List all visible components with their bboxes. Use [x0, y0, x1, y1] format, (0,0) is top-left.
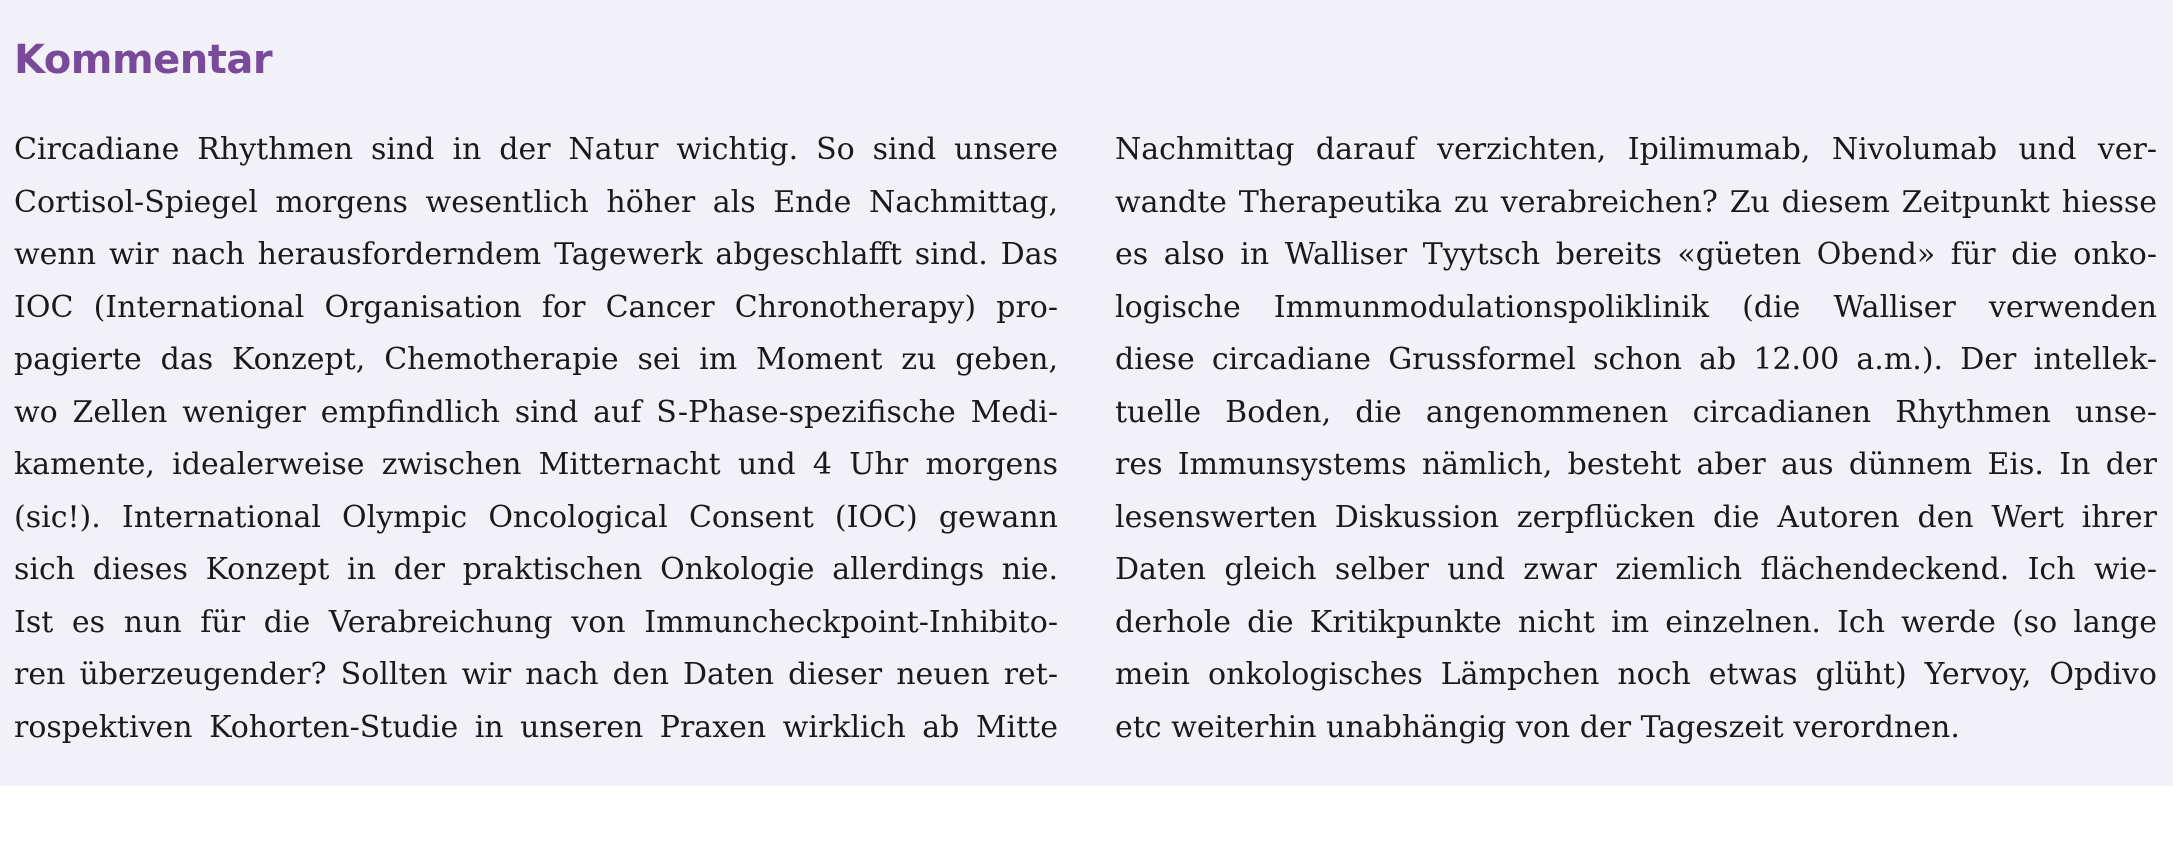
text-column-left	[14, 124, 1058, 754]
text-line: wo Zellen weniger empfindlich sind auf S-Phase-spezifische Medi-	[14, 394, 1058, 430]
text-line: wandte Therapeutika zu verabreichen? Zu diesem Zeitpunkt hiesse	[1115, 184, 2157, 220]
text-line: ren überzeugender? Sollten wir nach den Daten dieser neuen ret-	[14, 657, 1058, 692]
text-line: wenn wir nach herausforderndem Tagewerk abgeschlafft sind. Das	[14, 237, 1058, 272]
text-line: diese circadiane Grussformel schon ab 12.00 a.m.). Der intellek-	[1115, 342, 2157, 377]
text-line: logische Immunmodulationspoliklinik (die Walliser verwenden	[1115, 289, 2157, 325]
text-line: rospektiven Kohorten-Studie in unseren Praxen wirklich ab Mitte	[14, 709, 1058, 745]
text-line: Nachmittag darauf verzichten, Ipilimumab, Nivolumab und ver-	[1115, 132, 2157, 167]
text-line: (sic!). International Olympic Oncological Consent (IOC) gewann	[14, 499, 1058, 535]
text-line: derhole die Kritikpunkte nicht im einzelnen. Ich werde (so lange	[1115, 604, 2157, 640]
text-line: lesenswerten Diskussion zerpflücken die Autoren den Wert ihrer	[1115, 499, 2157, 535]
text-line: sich dieses Konzept in der praktischen Onkologie allerdings nie.	[14, 552, 1058, 587]
text-column-right	[1115, 124, 2157, 754]
text-line: Ist es nun für die Verabreichung von Immuncheckpoint-Inhibito-	[14, 604, 1058, 640]
text-line: IOC (International Organisation for Cancer Chronotherapy) pro-	[14, 289, 1058, 325]
text-line: kamente, idealerweise zwischen Mitternacht und 4 Uhr morgens	[14, 447, 1058, 482]
text-line: res Immunsystems nämlich, besteht aber aus dünnem Eis. In der	[1115, 447, 2157, 482]
text-line: Circadiane Rhythmen sind in der Natur wichtig. So sind unsere	[14, 132, 1058, 167]
section-heading: Kommentar	[14, 37, 273, 83]
text-line: Cortisol-Spiegel morgens wesentlich höher als Ende Nachmittag,	[14, 184, 1058, 220]
text-line: mein onkologisches Lämpchen noch etwas glüht) Yervoy, Opdivo	[1115, 657, 2157, 692]
text-line: Daten gleich selber und zwar ziemlich flächendeckend. Ich wie-	[1115, 552, 2157, 587]
text-line: tuelle Boden, die angenommenen circadianen Rhythmen unse-	[1115, 394, 2157, 430]
text-line: pagierte das Konzept, Chemotherapie sei im Moment zu geben,	[14, 342, 1058, 377]
text-line: es also in Walliser Tyytsch bereits «güeten Obend» für die onko-	[1115, 237, 2157, 272]
text-line: etc weiterhin unabhängig von der Tageszeit verordnen.	[1115, 709, 1960, 745]
